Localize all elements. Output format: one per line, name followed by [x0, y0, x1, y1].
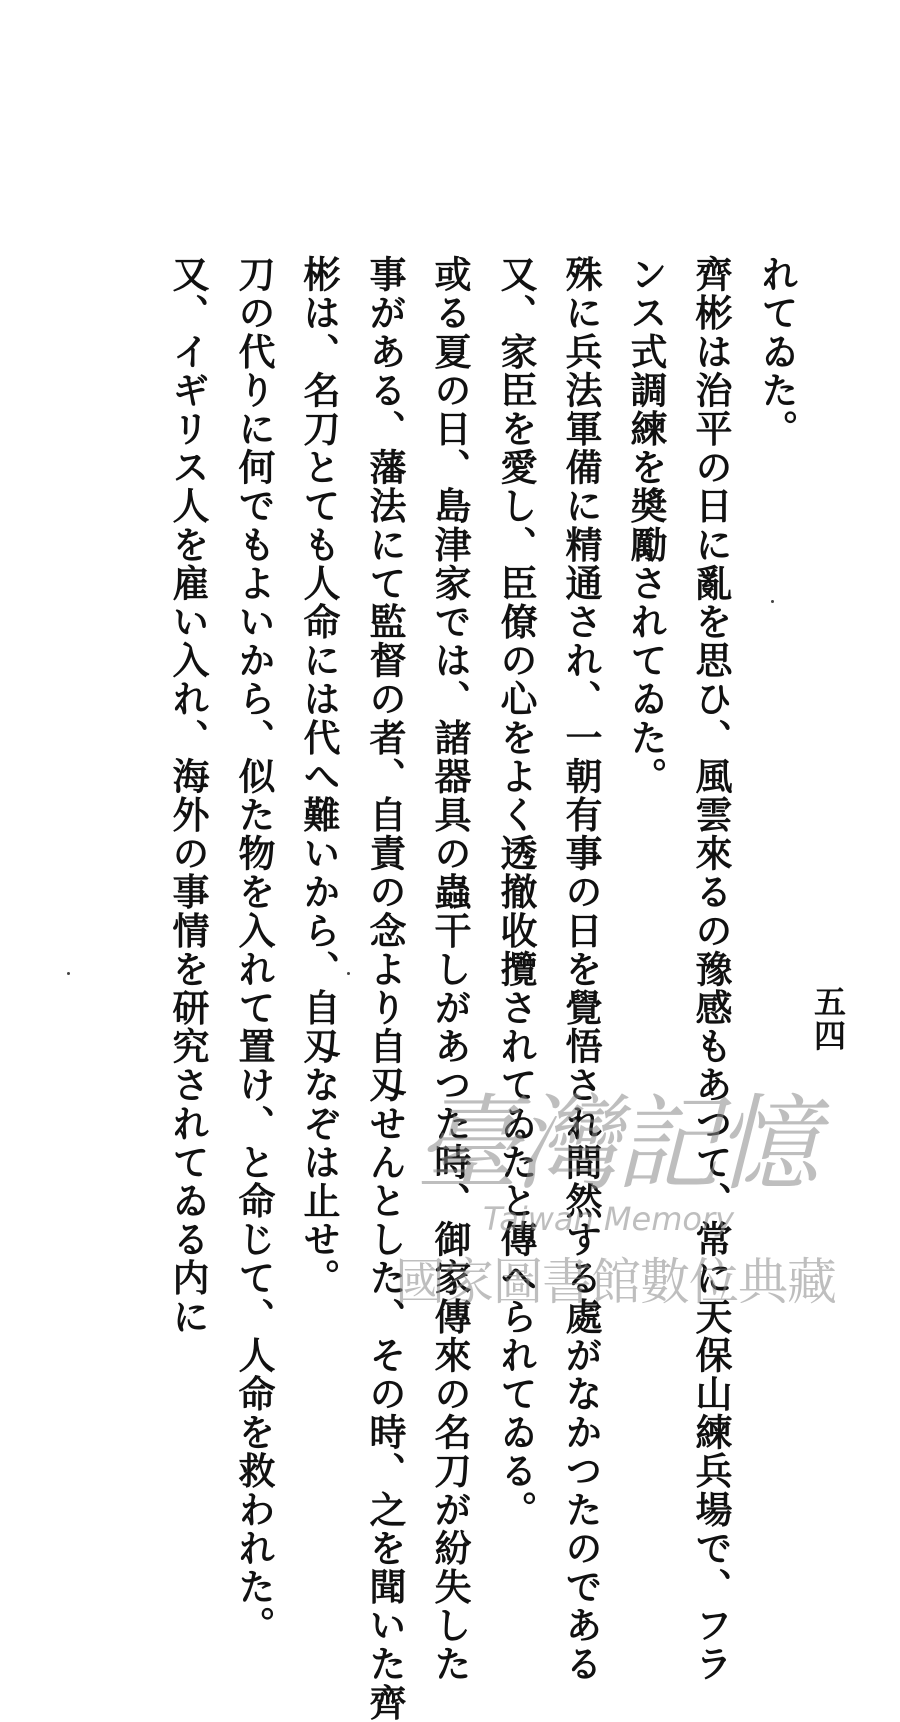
- text-column: 又、イギリス人を雇い入れ、海外の事情を研究されてゐる内に: [166, 255, 210, 1336]
- watermark: [395, 1060, 845, 1310]
- text-column: 又、家臣を愛し、臣僚の心をよく透撤收攬されてゐたと傳へられてゐる。: [494, 255, 538, 1529]
- watermark-seal: 臺灣記憶: [415, 1083, 816, 1205]
- text-column: 事がある、藩法にて監督の者、自責の念より自刄せんとした、その時、之を聞いた齊: [363, 255, 407, 1722]
- scan-speck: [347, 972, 350, 975]
- watermark-english: Taiwan Memory: [483, 1200, 735, 1238]
- text-column: れてゐた。: [755, 255, 799, 448]
- text-column: ンス式調練を奬勵されてゐた。: [624, 255, 668, 796]
- page-number: 五四: [809, 985, 847, 1053]
- scan-speck: [771, 600, 774, 603]
- watermark-subtitle: 國家圖書館數位典藏: [395, 1253, 836, 1311]
- scan-speck: [67, 972, 70, 975]
- text-column: 刀の代りに何でもよいから、似た物を入れて置け、と命じて、人命を救われた。: [232, 255, 276, 1645]
- text-column: 或る夏の日、島津家では、諸器具の蟲干しがあつた時、御家傳來の名刀が紛失した: [428, 255, 472, 1684]
- text-column: 殊に兵法軍備に精通され、一朝有事の日を覺悟され間然する處がなかつたのである: [559, 255, 603, 1684]
- text-column: 齊彬は治平の日に亂を思ひ、風雲來るの豫感もあつて、常に天保山練兵場で、フラ: [689, 255, 733, 1684]
- text-column: 彬は、名刀とても人命には代へ難いから、自刄なぞは止せ。: [297, 255, 341, 1298]
